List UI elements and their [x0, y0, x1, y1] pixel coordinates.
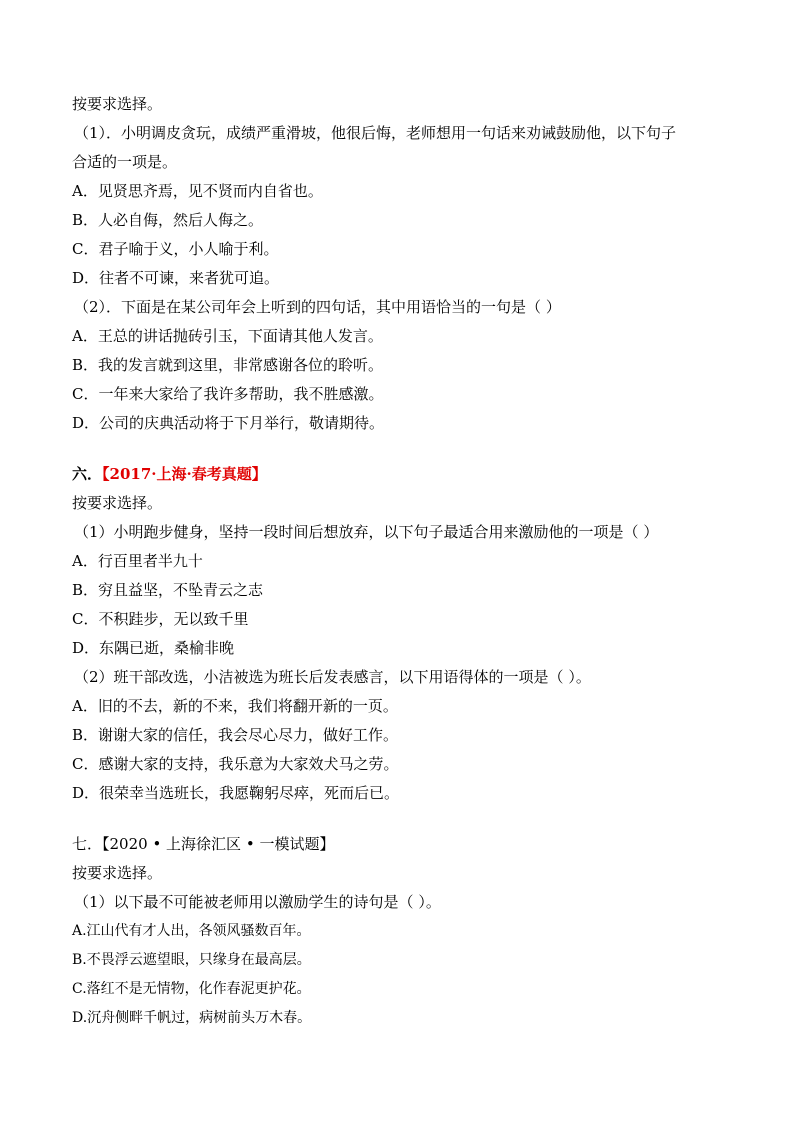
option-c: C．不积跬步，无以致千里: [72, 610, 249, 628]
question-stem: （1）小明跑步健身，坚持一段时间后想放弃，以下句子最适合用来激励他的一项是（ ）: [74, 523, 659, 541]
option-d: D．东隅已逝，桑榆非晚: [72, 639, 235, 657]
option-a: A.江山代有才人出，各领风骚数百年。: [72, 923, 311, 939]
option-d: D．公司的庆典活动将于下月举行，敬请期待。: [72, 414, 385, 432]
question-stem: （2）班干部改选，小洁被选为班长后发表感言，以下用语得体的一项是（ ）。: [74, 668, 591, 686]
question-stem: （1）以下最不可能被老师用以激励学生的诗句是（ ）。: [74, 893, 441, 911]
option-a: A．见贤思齐焉，见不贤而内自省也。: [72, 182, 323, 200]
section-source-tag: 【2017·上海·春考真题】: [102, 465, 267, 483]
option-d: D．往者不可谏，来者犹可追。: [72, 269, 280, 287]
section-number: 六．: [72, 465, 103, 483]
instruction-text: 按要求选择。: [72, 864, 163, 882]
question-stem: （1）．小明调皮贪玩，成绩严重滑坡，他很后悔，老师想用一句话来劝诫鼓励他，以下句子: [74, 124, 677, 142]
option-c: C．君子喻于义，小人喻于利。: [72, 240, 279, 258]
option-b: B．人必自侮，然后人侮之。: [72, 211, 264, 229]
question-stem-continued: 合适的一项是。: [72, 153, 178, 171]
option-c: C.落红不是无情物，化作春泥更护花。: [72, 981, 311, 997]
option-d: D.沉舟侧畔千帆过，病树前头万木春。: [72, 1010, 312, 1026]
option-b: B．谢谢大家的信任，我会尽心尽力，做好工作。: [72, 726, 399, 744]
option-c: C．感谢大家的支持，我乐意为大家效犬马之劳。: [72, 755, 399, 773]
section-heading: 七．【2020 • 上海徐汇区 • 一模试题】: [72, 835, 335, 853]
option-d: D．很荣幸当选班长，我愿鞠躬尽瘁，死而后已。: [72, 784, 400, 802]
section-heading: [72, 460, 732, 489]
option-b: B.不畏浮云遮望眼，只缘身在最高层。: [72, 952, 311, 968]
instruction-text: 按要求选择。: [72, 95, 163, 113]
section-spacer: [72, 808, 732, 830]
option-a: A．旧的不去，新的不来，我们将翻开新的一页。: [72, 697, 398, 715]
option-a: A．行百里者半九十: [72, 552, 203, 570]
document-content: [72, 90, 732, 1033]
section-spacer: [72, 438, 732, 460]
option-b: B．穷且益坚，不坠青云之志: [72, 581, 264, 599]
option-b: B．我的发言就到这里，非常感谢各位的聆听。: [72, 356, 384, 374]
option-a: A．王总的讲话抛砖引玉，下面请其他人发言。: [72, 327, 383, 345]
question-stem: （2）．下面是在某公司年会上听到的四句话，其中用语恰当的一句是（ ）: [74, 298, 561, 316]
instruction-text: 按要求选择。: [72, 494, 163, 512]
option-c: C．一年来大家给了我许多帮助，我不胜感激。: [72, 385, 384, 403]
